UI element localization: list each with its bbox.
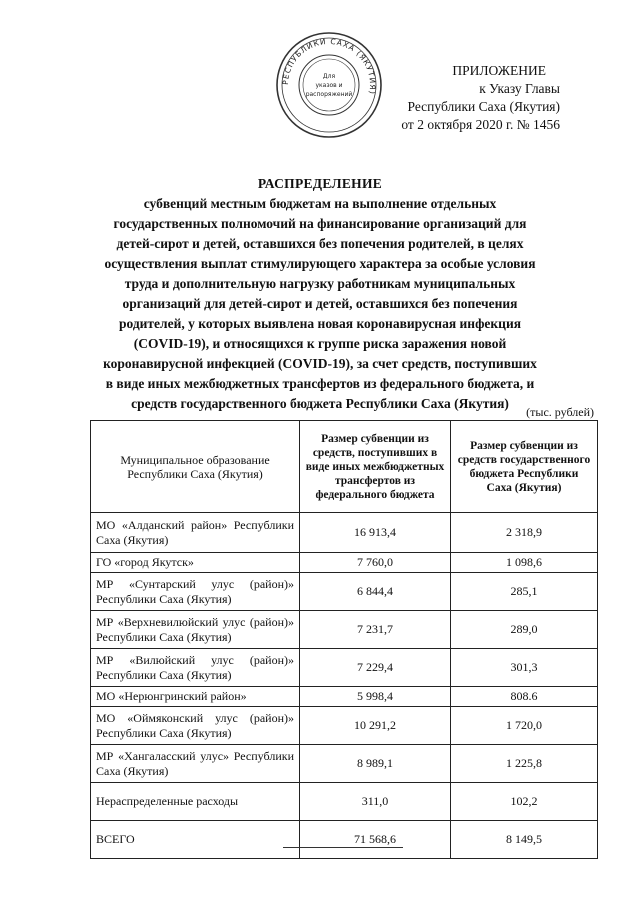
table-row [91, 707, 598, 745]
row-regional: 102,2 [451, 783, 598, 821]
row-federal: 7 229,4 [300, 649, 451, 687]
row-name: МР «Хангаласский улус» Республики Саха (Якутия) [91, 745, 300, 783]
row-regional: 1 098,6 [451, 553, 598, 573]
table-row [91, 573, 598, 611]
table-row [91, 649, 598, 687]
row-regional: 8 149,5 [451, 821, 598, 859]
row-federal: 7 231,7 [300, 611, 451, 649]
row-regional: 808.6 [451, 687, 598, 707]
row-federal: 16 913,4 [300, 513, 451, 553]
row-federal: 10 291,2 [300, 707, 451, 745]
table-row [91, 513, 598, 553]
row-name: МО «Оймяконский улус (район)» Республики Саха (Якутия) [91, 707, 300, 745]
appendix-block [360, 62, 560, 134]
svg-text:Для: Для [322, 73, 336, 80]
row-regional: 2 318,9 [451, 513, 598, 553]
title-body: субвенций местным бюджетам на выполнение отдельных государственных полномочий на финансирование организаций для детей-сирот и детей, оставшихся без попечения родителей, в целях осуществления выплат стимулирующего характера за особые условия труда и дополнительную нагрузку работникам муниципальных организаций для детей-сирот и детей, оставшихся без попечения родителей, у которых выявлена новая коронавирусная инфекция (COVID-19), и относящихся к группе риска заражения новой коронавирусной инфекцией (COVID-19), за счет средств, поступивших в виде иных межбюджетных трансфертов из федерального бюджета, и средств государственного бюджета Республики Саха (Якутия) [103, 196, 537, 411]
table-row [91, 783, 598, 821]
row-federal: 8 989,1 [300, 745, 451, 783]
header-municipality: Муниципальное образование Республики Саха (Якутия) [91, 421, 300, 513]
table-row [91, 611, 598, 649]
row-federal: 6 844,4 [300, 573, 451, 611]
svg-text:указов и: указов и [315, 82, 343, 89]
row-federal: 5 998,4 [300, 687, 451, 707]
header-federal: Размер субвенции из средств, поступивших в виде иных межбюджетных трансфертов из федерального бюджета [300, 421, 451, 513]
row-name: ГО «город Якутск» [91, 553, 300, 573]
row-regional: 1 225,8 [451, 745, 598, 783]
document-title [100, 174, 540, 414]
unit-note: (тыс. рублей) [526, 405, 594, 419]
table-row [91, 553, 598, 573]
appendix-republic: Республики Саха (Якутия) [407, 99, 560, 114]
appendix-decree: к Указу Главы [479, 81, 560, 96]
svg-text:РЕСПУБЛИКИ САХА (ЯКУТИЯ): РЕСПУБЛИКИ САХА (ЯКУТИЯ) [280, 36, 378, 96]
title-heading: РАСПРЕДЕЛЕНИЕ [257, 176, 383, 191]
table-row [91, 687, 598, 707]
row-regional: 1 720,0 [451, 707, 598, 745]
svg-text:распоряжений: распоряжений [305, 91, 353, 98]
table-row [91, 745, 598, 783]
header-regional: Размер субвенции из средств государственного бюджета Республики Саха (Якутия) [451, 421, 598, 513]
row-name: ВСЕГО [91, 821, 300, 859]
appendix-title: ПРИЛОЖЕНИЕ [452, 63, 546, 78]
row-federal: 71 568,6 [300, 821, 451, 859]
row-name: МР «Верхневилюйский улус (район)» Республики Саха (Якутия) [91, 611, 300, 649]
distribution-table [90, 420, 598, 859]
row-name: МО «Алданский район» Республики Саха (Якутия) [91, 513, 300, 553]
footer-divider [283, 847, 403, 848]
row-regional: 285,1 [451, 573, 598, 611]
table-total-row [91, 821, 598, 859]
row-federal: 7 760,0 [300, 553, 451, 573]
row-regional: 289,0 [451, 611, 598, 649]
row-regional: 301,3 [451, 649, 598, 687]
row-name: МР «Вилюйский улус (район)» Республики Саха (Якутия) [91, 649, 300, 687]
row-name: МО «Нерюнгринский район» [91, 687, 300, 707]
row-name: Нераспределенные расходы [91, 783, 300, 821]
appendix-date: от 2 октября 2020 г. № 1456 [401, 117, 560, 132]
row-federal: 311,0 [300, 783, 451, 821]
row-name: МР «Сунтарский улус (район)» Республики Саха (Якутия) [91, 573, 300, 611]
